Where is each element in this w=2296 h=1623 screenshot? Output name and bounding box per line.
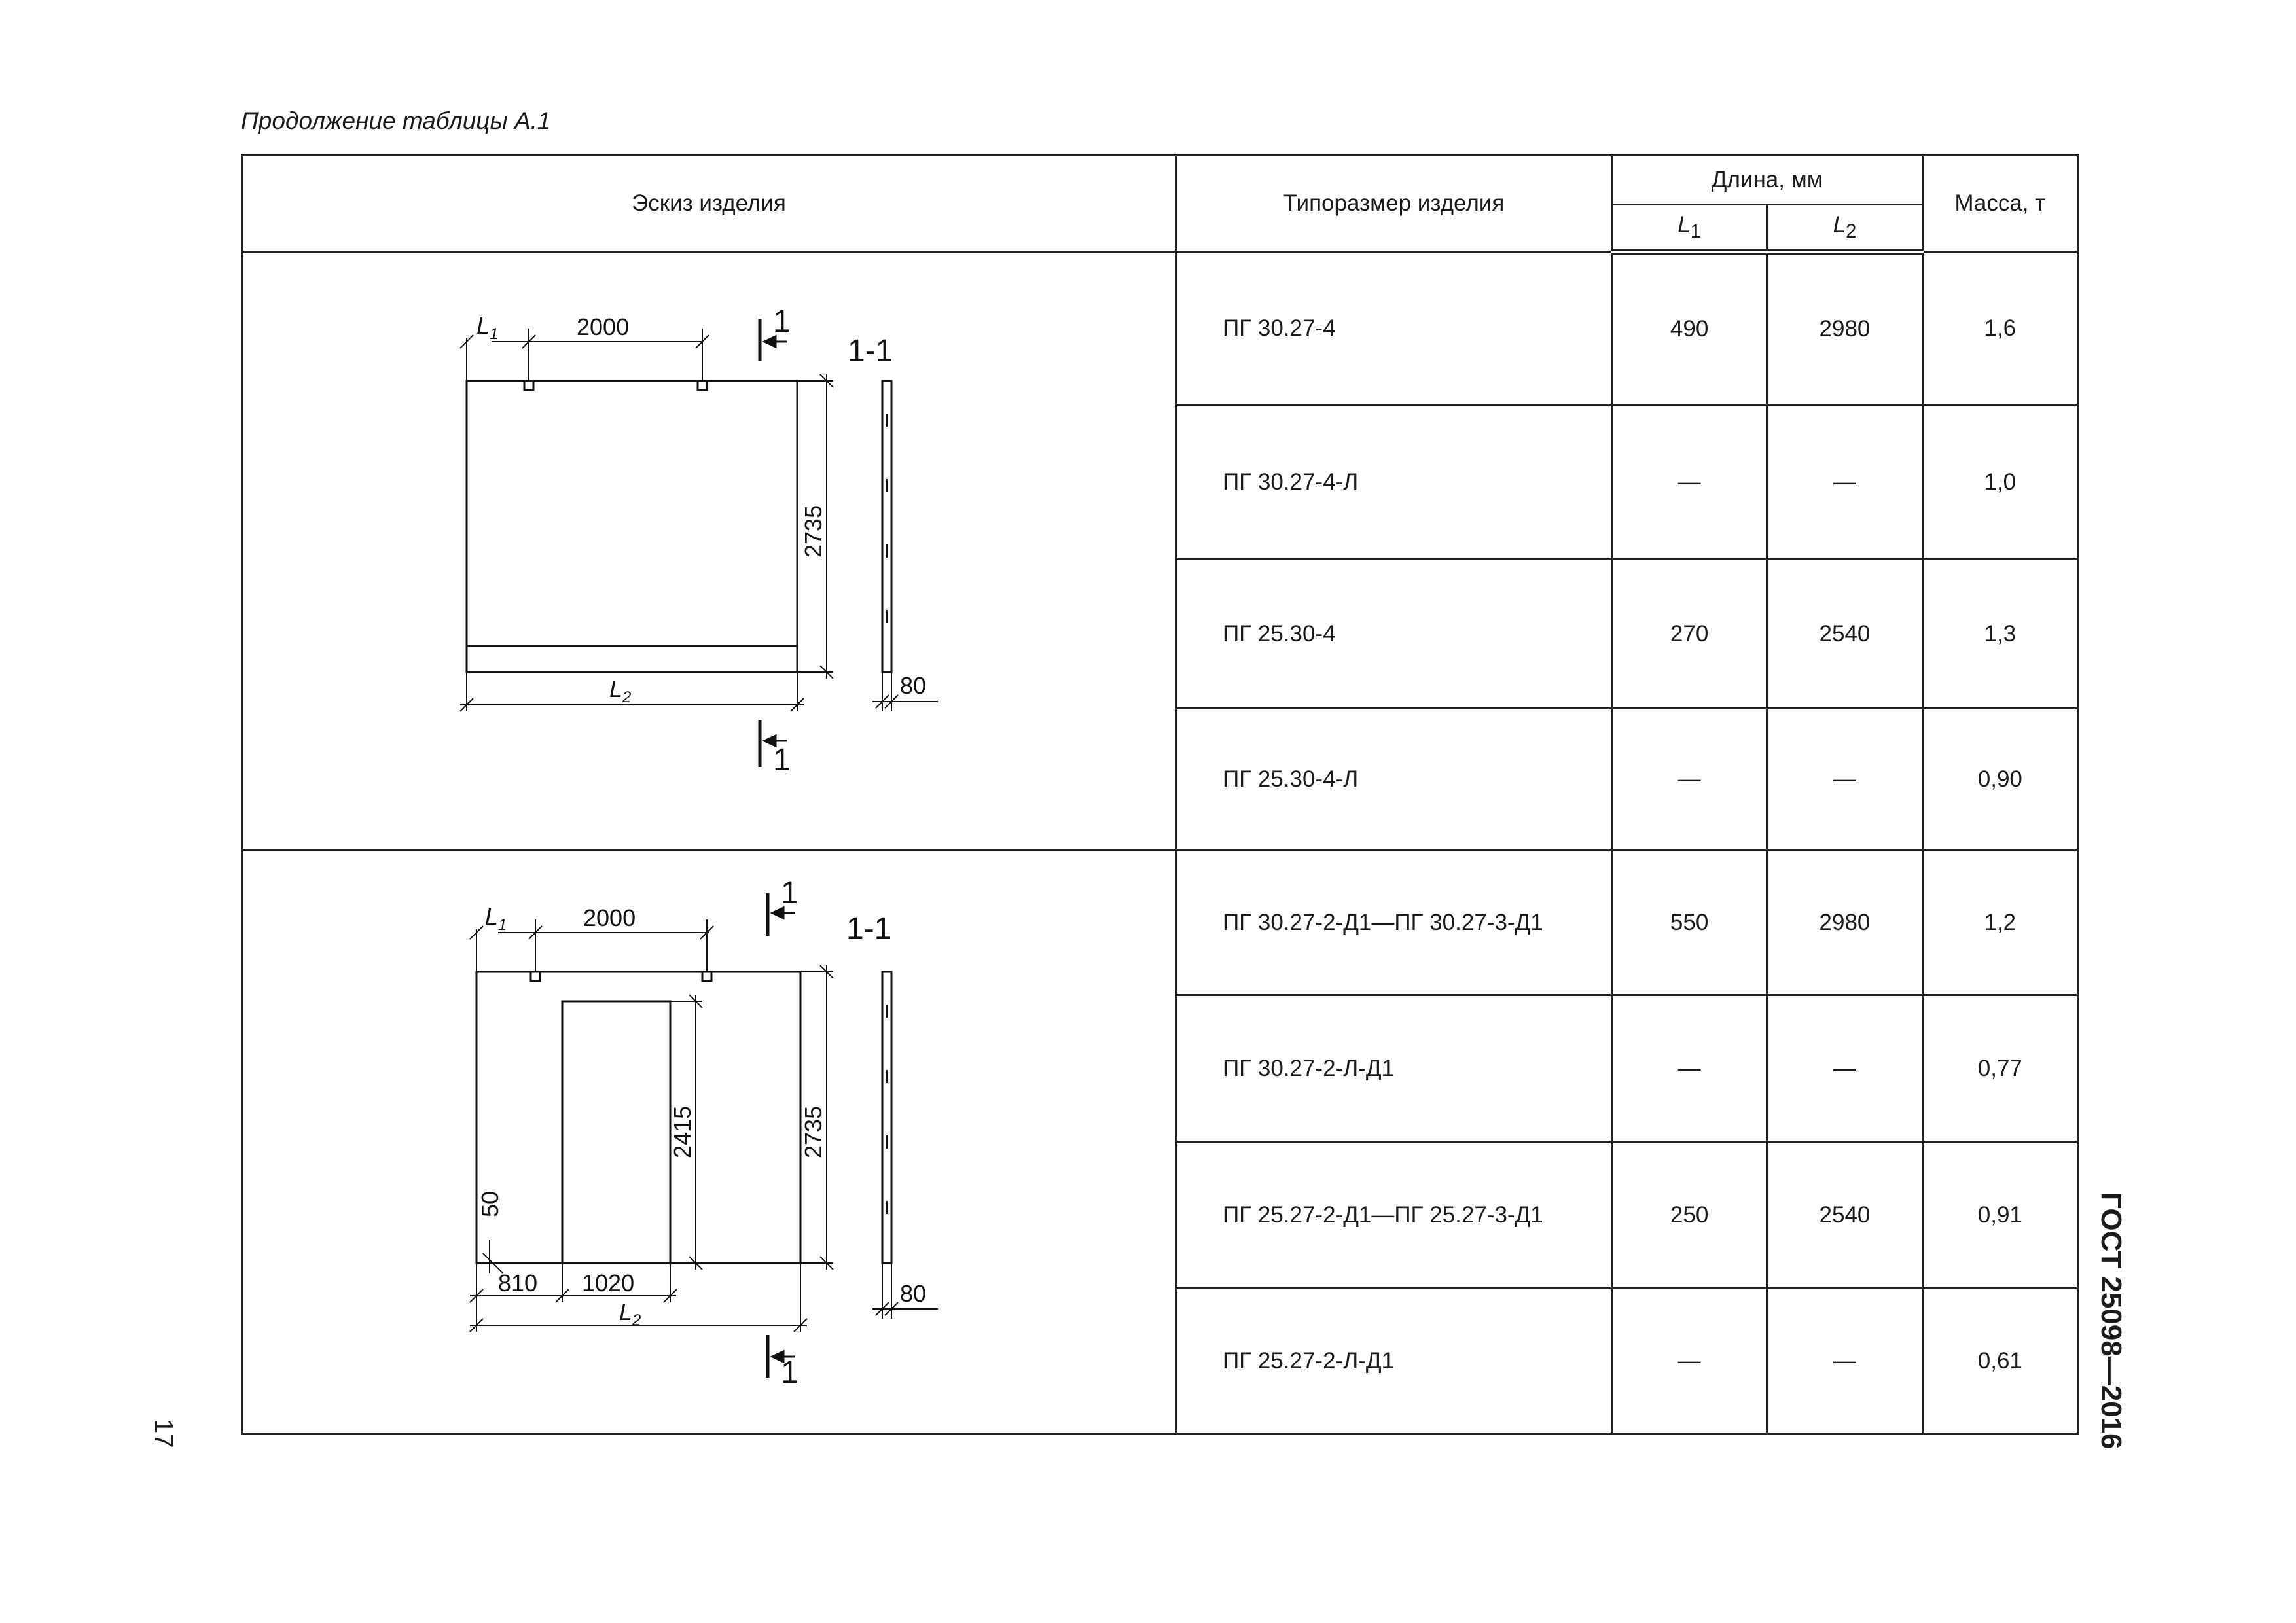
cell-mass: 0,61 (1922, 1289, 2077, 1434)
header-length: Длина, мм (1611, 156, 1922, 205)
door-opening (562, 1001, 670, 1263)
header-type: Типоразмер изделия (1176, 156, 1612, 252)
section-label: 1-1 (848, 333, 893, 368)
dim-thickness: 80 (900, 671, 927, 699)
dim-sill: 50 (476, 1190, 503, 1217)
header-l1: $L_1$ (1611, 205, 1767, 252)
cell-l1: — (1611, 709, 1767, 850)
cell-l2: — (1767, 995, 1922, 1142)
cell-l1: — (1611, 995, 1767, 1142)
header-sketch: Эскиз изделия (242, 156, 1176, 252)
cell-l2: — (1767, 405, 1922, 560)
svg-text:L2: $L_2$ (619, 1298, 641, 1329)
dim-height: 2735 (800, 1105, 827, 1158)
cell-l1: 270 (1611, 560, 1767, 709)
cell-l2: — (1767, 709, 1922, 850)
cell-l1: 250 (1611, 1142, 1767, 1289)
svg-text:1: 1 (773, 304, 791, 339)
cell-l2: — (1767, 1289, 1922, 1434)
dim-810: 810 (498, 1269, 538, 1296)
svg-text:1: 1 (781, 875, 798, 910)
section-label: 1-1 (846, 911, 892, 946)
cell-l1: 490 (1611, 252, 1767, 405)
cell-l1: — (1611, 1289, 1767, 1434)
product-table (241, 154, 2079, 1435)
cell-type: ПГ 25.30-4-Л (1176, 709, 1612, 850)
cell-l2: 2980 (1767, 252, 1922, 405)
sketch-solid-drawing (414, 283, 1003, 819)
svg-text:1: 1 (773, 742, 791, 777)
cell-mass: 1,3 (1922, 560, 2077, 709)
cell-l1: — (1611, 405, 1767, 560)
sketch-panel-door (242, 850, 1176, 1434)
page-number: 17 (149, 1419, 178, 1448)
table-row (242, 850, 2078, 995)
dim-2000: 2000 (583, 904, 636, 931)
cell-type: ПГ 30.27-4 (1176, 252, 1612, 405)
panel-outline (476, 972, 800, 1263)
cell-type: ПГ 25.30-4 (1176, 560, 1612, 709)
table-caption: Продолжение таблицы А.1 (241, 107, 551, 134)
svg-text:L1: $L_1$ (476, 312, 499, 343)
cell-l2: 2980 (1767, 850, 1922, 995)
cell-mass: 1,2 (1922, 850, 2077, 995)
panel-outline (467, 381, 797, 672)
dim-2000: 2000 (577, 313, 630, 340)
cell-type: ПГ 30.27-4-Л (1176, 405, 1612, 560)
sketch-door-drawing (414, 874, 1003, 1410)
svg-text:L1: $L_1$ (485, 902, 507, 934)
cell-type: ПГ 30.27-2-Л-Д1 (1176, 995, 1612, 1142)
dim-1020: 1020 (582, 1269, 635, 1296)
cell-type: ПГ 30.27-2-Д1—ПГ 30.27-3-Д1 (1176, 850, 1612, 995)
svg-text:1: 1 (781, 1355, 798, 1390)
cell-type: ПГ 25.27-2-Д1—ПГ 25.27-3-Д1 (1176, 1142, 1612, 1289)
dim-height: 2735 (800, 505, 827, 558)
cell-mass: 0,77 (1922, 995, 2077, 1142)
cell-mass: 0,90 (1922, 709, 2077, 850)
cell-l2: 2540 (1767, 560, 1922, 709)
cell-mass: 0,91 (1922, 1142, 2077, 1289)
dim-door-height: 2415 (669, 1105, 696, 1158)
table-row (242, 252, 2078, 405)
cell-type: ПГ 25.27-2-Л-Д1 (1176, 1289, 1612, 1434)
cell-mass: 1,0 (1922, 405, 2077, 560)
header-mass: Масса, т (1922, 156, 2077, 252)
cell-l2: 2540 (1767, 1142, 1922, 1289)
cell-l1: 550 (1611, 850, 1767, 995)
cell-mass: 1,6 (1922, 252, 2077, 405)
standard-designation: ГОСТ 25098—2016 (2095, 1192, 2127, 1450)
svg-text:L2: $L_2$ (609, 675, 632, 706)
dim-thickness: 80 (900, 1279, 927, 1307)
sketch-panel-solid (242, 252, 1176, 850)
header-l2: $L_2$ (1767, 205, 1922, 252)
